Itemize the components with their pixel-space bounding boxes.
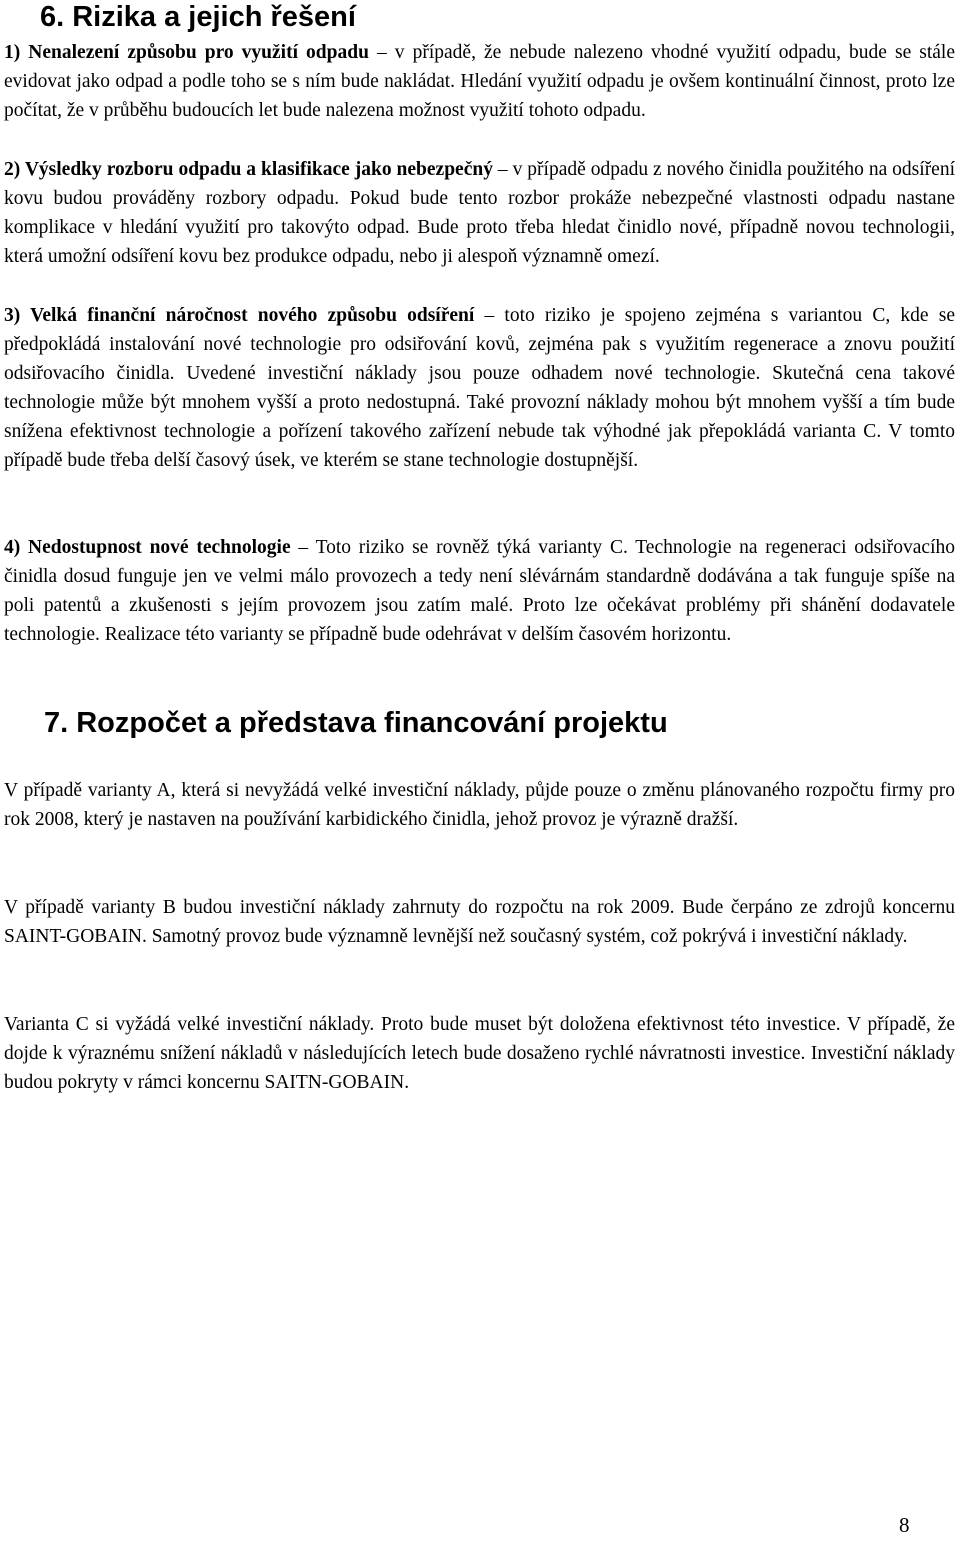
risk-3-lead: 3) Velká finanční náročnost nového způsobu odsíření bbox=[4, 305, 475, 326]
risk-3-text: – toto riziko je spojeno zejména s variantou C, kde se předpokládá instalování nové technologie pro odsiřování kovů, zejména pak s využitím regenerace a znovu použití odsiřovacího činidla. Uvedené investiční náklady jsou pouze odhadem nové technologie. Skutečná cena takové technologie může být mnohem vyšší a proto nedostupná. Také provozní náklady mohou být mnohem vyšší a tím bude snížena efektivnost technologie a pořízení takového zařízení nebude tak výhodné jak přepokládá varianta C. V tomto případě bude třeba delší časový úsek, ve kterém se stane technologie dostupnější. bbox=[4, 305, 955, 471]
risk-2-text: – v případě odpadu z nového činidla použitého na odsíření kovu budou prováděny rozbory odpadu. Pokud bude tento rozbor prokáže nebezpečné vlastnosti odpadu nastane komplikace v hledání využití pro takovýto odpad. Bude proto třeba hledat činidlo nové, případně novou technologii, která umožní odsíření kovu bez produkce odpadu, nebo ji alespoň významně omezí. bbox=[4, 159, 956, 267]
risk-paragraph-2 bbox=[4, 155, 955, 271]
risk-4-lead: 4) Nedostupnost nové technologie bbox=[4, 537, 291, 558]
risk-paragraph-4 bbox=[4, 533, 955, 649]
section-7-heading: 7. Rozpočet a představa financování projektu bbox=[44, 707, 668, 739]
financing-paragraph-c: Varianta C si vyžádá velké investiční náklady. Proto bude muset být doložena efektivnost této investice. V případě, že dojde k výraznému snížení nákladů v následujících letech bude dosaženo rychlé návratnosti investice. Investiční náklady budou pokryty v rámci koncernu SAITN-GOBAIN. bbox=[4, 1014, 955, 1093]
financing-paragraph-b: V případě varianty B budou investiční náklady zahrnuty do rozpočtu na rok 2009. Bude čerpáno ze zdrojů koncernu SAINT-GOBAIN. Samotný provoz bude významně levnější než současný systém, což pokrývá i investiční náklady. bbox=[4, 897, 955, 947]
financing-paragraph-a: V případě varianty A, která si nevyžádá velké investiční náklady, půjde pouze o změnu plánovaného rozpočtu firmy pro rok 2008, který je nastaven na používání karbidického činidla, jehož provoz je výrazně dražší. bbox=[4, 780, 955, 830]
risk-1-text: – v případě, že nebude nalezeno vhodné využití odpadu, bude se stále evidovat jako odpad a podle toho se s ním bude nakládat. Hledání využití odpadu je ovšem kontinuální činnost, proto lze počítat, že v průběhu budoucích let bude nalezena možnost využití tohoto odpadu. bbox=[4, 42, 956, 121]
risk-paragraph-3 bbox=[4, 301, 955, 475]
risk-2-lead: 2) Výsledky rozboru odpadu a klasifikace jako nebezpečný bbox=[4, 159, 493, 180]
section-6-heading: 6. Rizika a jejich řešení bbox=[40, 1, 356, 33]
risk-1-lead: 1) Nenalezení způsobu pro využití odpadu bbox=[4, 42, 369, 63]
risk-4-text: – Toto riziko se rovněž týká varianty C. Technologie na regeneraci odsiřovacího činidla dosud funguje jen ve velmi málo provozech a tedy není slévárnám standardně dodávána a tak funguje spíše na poli patentů a zkušenosti s jejím provozem jsou zatím malé. Proto lze očekávat problémy při shánění dodavatele technologie. Realizace této varianty se případně bude odehrávat v delším časovém horizontu. bbox=[4, 537, 955, 645]
risk-paragraph-1 bbox=[4, 38, 955, 125]
page-number: 8 bbox=[899, 1513, 910, 1537]
